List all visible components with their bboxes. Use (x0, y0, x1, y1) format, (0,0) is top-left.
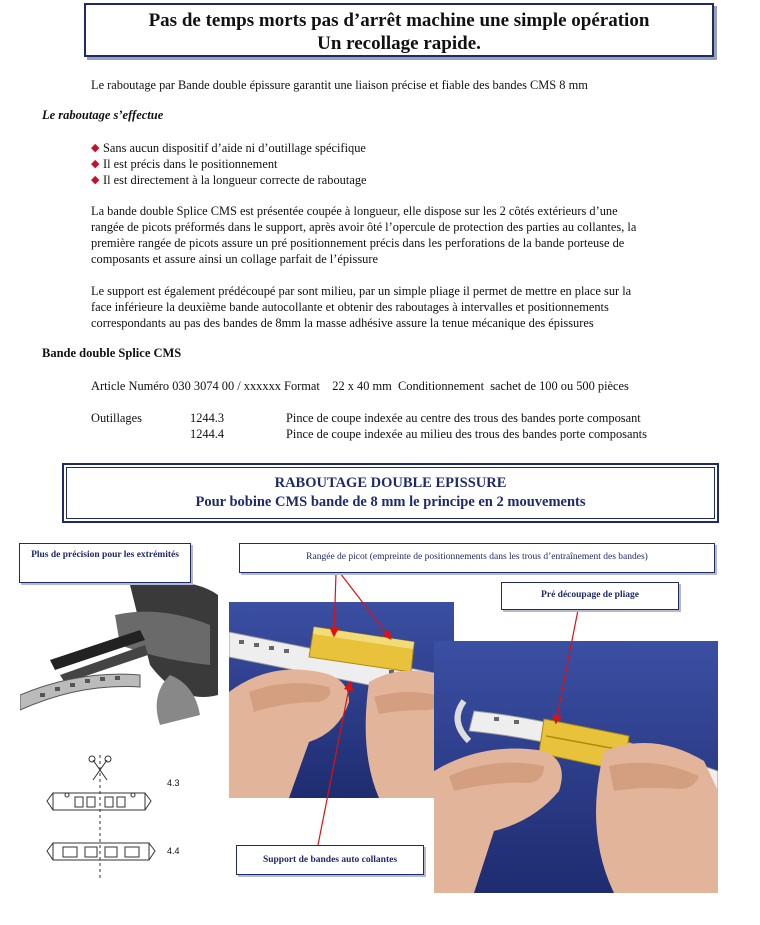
tool-desc-1: Pince de coupe indexée au centre des trous des bandes porte composant (286, 411, 641, 425)
bullet-diamond-icon: ◆ (91, 174, 100, 186)
tool-desc-2: Pince de coupe indexée au milieu des trous des bandes porte composants (286, 427, 647, 441)
tool-code-1: 1244.3 (190, 411, 225, 425)
section-heading-bande: Bande double Splice CMS (42, 346, 182, 360)
banner-line2: Pour bobine CMS bande de 8 mm le principe en 2 mouvements (195, 494, 586, 510)
list-item: ◆ Sans aucun dispositif d’aide ni d’outillage spécifique (91, 141, 366, 155)
article-number: Article Numéro 030 3074 00 / xxxxxx Format 22 x 40 mm Conditionnement sachet de 100 ou 500 pièces (91, 379, 629, 393)
diagram-label-44: 4.4 (167, 846, 180, 856)
list-item: ◆ Il est directement à la longueur correcte de raboutage (91, 173, 367, 187)
callout-support: Support de bandes auto collantes (236, 845, 424, 875)
callout-precision: Plus de précision pour les extrémités (19, 543, 191, 583)
list-item: ◆ Il est précis dans le positionnement (91, 157, 278, 171)
intro-paragraph: Le raboutage par Bande double épissure garantit une liaison précise et fiable des bandes CMS 8 mm (91, 78, 588, 92)
callout-rangee-picot: Rangée de picot (empreinte de positionnements dans les trous d’entraînement des bandes) (239, 543, 715, 573)
bullet-diamond-icon: ◆ (91, 142, 100, 154)
banner-line1: RABOUTAGE DOUBLE EPISSURE (274, 475, 507, 491)
tools-label: Outillages (91, 411, 142, 425)
description-paragraph-2: Le support est également prédécoupé par sont milieu, par un simple pliage il permet de mettre en place sur la face inférieure la deuxième bande autocollante et obtenir des raboutages à intervalles et positionnements correspondants au pas des bandes de 8mm la masse adhésive assure la tenue mécanique des épissures (91, 284, 632, 330)
description-paragraph-1: La bande double Splice CMS est présentée coupée à longueur, elle dispose sur les 2 côtés extérieurs d’une rangée de picots préformés dans le support, après avoir ôté l’opercule de protection des parties au collantes, la première rangée de picots assure un pré positionnement précis dans les perforations de la bande porteuse de composants et assure ainsi un collage parfait de l’épissure (91, 204, 637, 266)
diagram-label-43: 4.3 (167, 778, 180, 788)
bullet-diamond-icon: ◆ (91, 158, 100, 170)
page-title-line1: Pas de temps morts pas d’arrêt machine une simple opération (148, 10, 650, 31)
tool-code-2: 1244.4 (190, 427, 225, 441)
page-title-line2: Un recollage rapide. (317, 33, 481, 54)
callout-predecoupage: Pré découpage de pliage (501, 582, 679, 610)
section-heading-raboutage: Le raboutage s’effectue (42, 108, 164, 122)
